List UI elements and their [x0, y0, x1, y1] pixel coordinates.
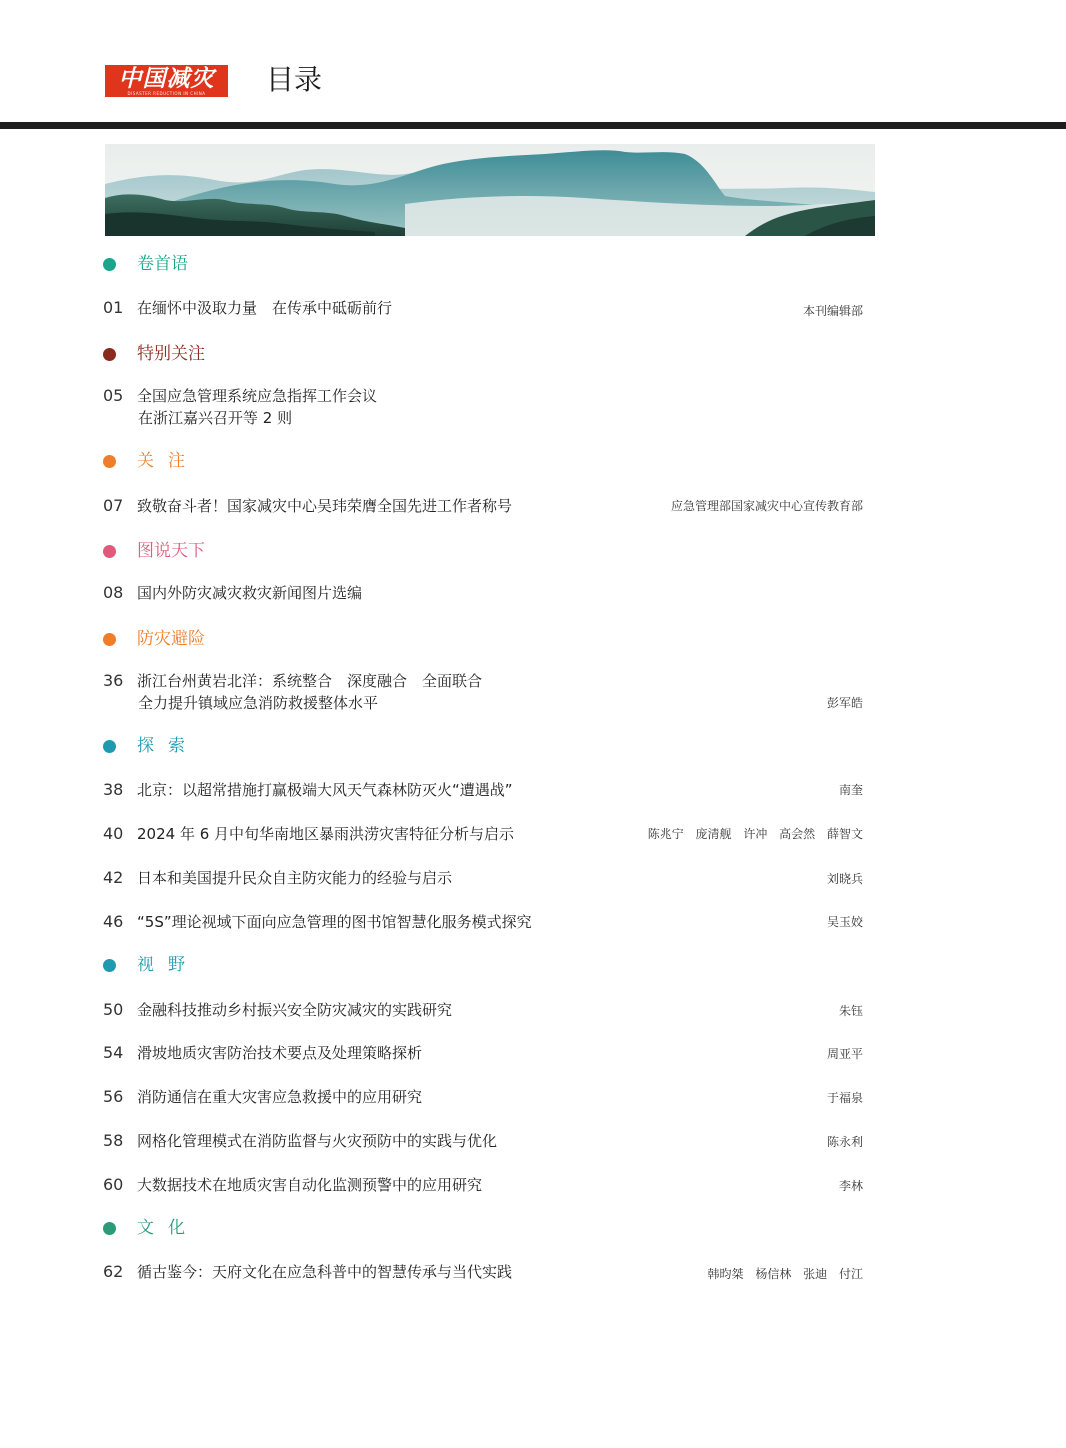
page-number: 38 — [103, 780, 124, 799]
page-number: 05 — [103, 386, 124, 405]
section-label: 特别关注 — [137, 344, 205, 364]
section-label: 探索 — [137, 736, 199, 756]
article-title: “5S”理论视域下面向应急管理的图书馆智慧化服务模式探究 — [137, 913, 532, 931]
section-label: 关注 — [137, 451, 199, 471]
article-author: 吴玉姣 — [826, 915, 863, 929]
section-bullet-icon — [103, 1222, 116, 1235]
article-title: 大数据技术在地质灾害自动化监测预警中的应用研究 — [137, 1176, 483, 1194]
section-bullet-icon — [103, 545, 116, 558]
article-author: 陈兆宁 庞清舰 许冲 高会然 薛智文 — [647, 827, 863, 841]
page-number: 46 — [103, 912, 124, 931]
section-label: 文化 — [137, 1218, 199, 1238]
section-bullet-icon — [103, 633, 116, 646]
section-bullet-icon — [103, 455, 116, 468]
article-author: 周亚平 — [826, 1047, 863, 1061]
article-author: 李林 — [838, 1179, 863, 1193]
article-title: 金融科技推动乡村振兴安全防灾减灾的实践研究 — [137, 1001, 453, 1019]
article-title: 浙江台州黄岩北洋：系统整合 深度融合 全面联合 — [137, 672, 483, 690]
article-title-line2: 在浙江嘉兴召开等 2 则 — [138, 409, 293, 427]
section-bullet-icon — [103, 740, 116, 753]
article-author: 刘晓兵 — [826, 872, 863, 886]
page-number: 08 — [103, 583, 124, 602]
article-author: 应急管理部国家减灾中心宣传教育部 — [670, 499, 863, 513]
section-header-fangzaibixian — [103, 627, 205, 651]
logo-text: 中国减灾 — [118, 66, 215, 92]
section-header-tansuo — [103, 734, 199, 758]
mountain-landscape-image — [105, 144, 875, 236]
page-number: 58 — [103, 1131, 124, 1150]
page-number: 56 — [103, 1087, 124, 1106]
section-header-shiye — [103, 953, 199, 977]
section-header-tushuotianxia — [103, 539, 205, 563]
section-header-tebieguanzhu — [103, 342, 205, 366]
article-author: 朱钰 — [838, 1004, 863, 1018]
article-title: 循古鉴今：天府文化在应急科普中的智慧传承与当代实践 — [137, 1263, 513, 1281]
header-rule — [0, 122, 1066, 129]
article-title: 消防通信在重大灾害应急救援中的应用研究 — [137, 1088, 423, 1106]
page-number: 40 — [103, 824, 124, 843]
article-author: 本刊编辑部 — [802, 304, 863, 318]
page-number: 36 — [103, 671, 124, 690]
page-number: 01 — [103, 298, 124, 317]
logo-subtitle: DISASTER REDUCTION IN CHINA — [127, 91, 206, 96]
magazine-logo — [105, 65, 228, 97]
section-header-juanshouyu — [103, 252, 188, 276]
article-title-line2: 全力提升镇域应急消防救援整体水平 — [138, 694, 379, 712]
section-bullet-icon — [103, 959, 116, 972]
page-number: 07 — [103, 496, 124, 515]
section-bullet-icon — [103, 258, 116, 271]
article-author: 于福泉 — [826, 1091, 863, 1105]
section-header-wenhua — [103, 1216, 199, 1240]
article-author: 韩昀桀 杨信林 张迪 付江 — [707, 1267, 863, 1281]
article-title: 在缅怀中汲取力量 在传承中砥砺前行 — [137, 299, 393, 317]
section-label: 卷首语 — [137, 254, 188, 274]
page-number: 54 — [103, 1043, 124, 1062]
article-author: 陈永利 — [826, 1135, 863, 1149]
article-author: 彭军皓 — [826, 696, 863, 710]
section-bullet-icon — [103, 348, 116, 361]
article-title: 致敬奋斗者！国家减灾中心吴玮荣膺全国先进工作者称号 — [137, 497, 513, 515]
section-label: 视野 — [137, 955, 199, 975]
article-title: 北京：以超常措施打赢极端大风天气森林防灭火“遭遇战” — [137, 781, 513, 799]
section-header-guanzhu — [103, 449, 199, 473]
article-title: 全国应急管理系统应急指挥工作会议 — [137, 387, 378, 405]
article-title: 2024 年 6 月中旬华南地区暴雨洪涝灾害特征分析与启示 — [137, 825, 515, 843]
article-author: 南奎 — [838, 783, 863, 797]
article-title: 日本和美国提升民众自主防灾能力的经验与启示 — [137, 869, 453, 887]
article-title: 国内外防灾减灾救灾新闻图片选编 — [137, 584, 363, 602]
article-title: 网格化管理模式在消防监督与火灾预防中的实践与优化 — [137, 1132, 498, 1150]
page-title: 目录 — [266, 63, 323, 96]
section-label: 防灾避险 — [137, 629, 205, 649]
article-title: 滑坡地质灾害防治技术要点及处理策略探析 — [137, 1044, 423, 1062]
page-number: 60 — [103, 1175, 124, 1194]
page-number: 50 — [103, 1000, 124, 1019]
page-number: 62 — [103, 1262, 124, 1281]
page-number: 42 — [103, 868, 124, 887]
section-label: 图说天下 — [137, 541, 205, 561]
